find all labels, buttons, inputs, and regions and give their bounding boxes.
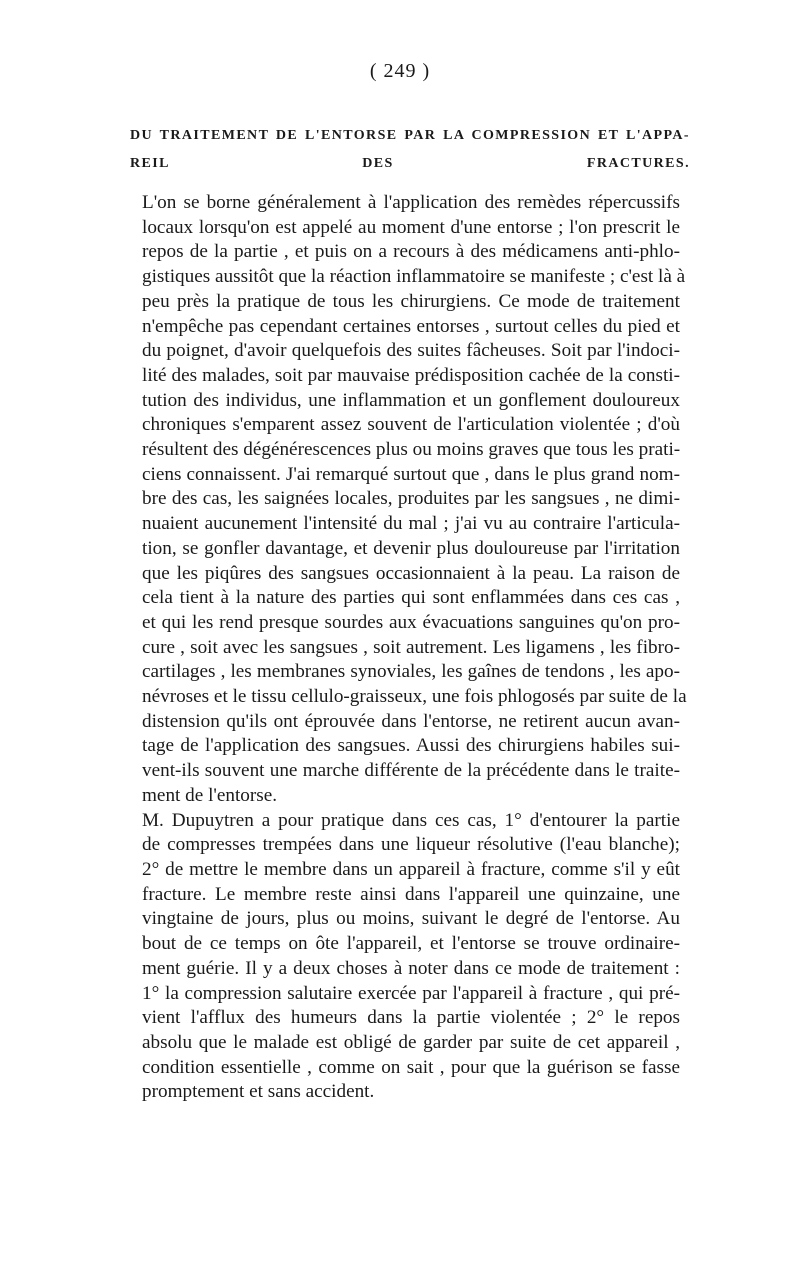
text-line: ment de l'entorse.: [142, 784, 278, 806]
text-line: promptement et sans accident.: [142, 1081, 375, 1103]
text-line: distension qu'ils ont éprouvée dans l'entorse, ne retirent aucun avan-: [142, 710, 680, 732]
text-line: tion, se gonfler davantage, et devenir plus douloureuse par l'irritation: [142, 537, 680, 559]
text-line: 1° la compression salutaire exercée par l'appareil à fracture , qui pré-: [142, 982, 680, 1004]
text-line: ment guérie. Il y a deux choses à noter dans ce mode de traitement :: [142, 957, 680, 979]
heading-line: REIL DES FRACTURES.: [130, 156, 690, 171]
text-line: absolu que le malade est obligé de garder par suite de cet appareil ,: [142, 1031, 680, 1053]
text-line: vent-ils souvent une marche différente de la précédente dans le traite-: [142, 760, 680, 782]
text-line: bout de ce temps on ôte l'appareil, et l'entorse se trouve ordinaire-: [142, 933, 680, 955]
text-line: névroses et le tissu cellulo-graisseux, une fois phlogosés par suite de la: [142, 686, 687, 708]
text-line: lité des malades, soit par mauvaise prédisposition cachée de la consti-: [142, 364, 680, 386]
text-line: cartilages , les membranes synoviales, les gaînes de tendons , les apo-: [142, 661, 680, 683]
text-line: et qui les rend presque sourdes aux évacuations sanguines qu'on pro-: [142, 611, 680, 633]
text-line: de compresses trempées dans une liqueur résolutive (l'eau blanche);: [142, 834, 680, 856]
text-line: chroniques s'emparent assez souvent de l'articulation violentée ; d'où: [142, 414, 680, 436]
paragraph-2: [142, 809, 680, 1105]
text-line: résultent des dégénérescences plus ou moins graves que tous les prati-: [142, 439, 681, 461]
text-line: du poignet, d'avoir quelquefois des suites fâcheuses. Soit par l'indoci-: [142, 340, 680, 362]
text-line: bre des cas, les saignées locales, produites par les sangsues , ne dimi-: [142, 488, 680, 510]
text-line: 2° de mettre le membre dans un appareil à fracture, comme s'il y eût: [142, 858, 680, 880]
paragraph-1: [142, 191, 687, 809]
text-line: n'empêche pas cependant certaines entorses , surtout celles du pied et: [142, 315, 680, 337]
text-line: vingtaine de jours, plus ou moins, suivant le degré de l'entorse. Au: [142, 908, 680, 930]
text-line: cela tient à la nature des parties qui sont enflammées dans ces cas ,: [142, 587, 680, 609]
text-line: repos de la partie , et puis on a recours à des médicamens anti-phlo-: [142, 241, 680, 263]
text-line: condition essentielle , comme on sait , pour que la guérison se fasse: [142, 1056, 680, 1078]
text-line: L'on se borne généralement à l'application des remèdes répercussifs: [142, 192, 680, 213]
text-line: locaux lorsqu'on est appelé au moment d'une entorse ; l'on prescrit le: [142, 216, 680, 238]
text-line: M. Dupuytren a pour pratique dans ces cas, 1° d'entourer la partie: [142, 809, 680, 831]
text-line: cure , soit avec les sangsues , soit autrement. Les ligamens , les fibro-: [142, 636, 680, 658]
text-line: que les piqûres des sangsues occasionnaient à la peau. La raison de: [142, 562, 680, 584]
text-line: nuaient aucunement l'intensité du mal ; j'ai vu au contraire l'articula-: [142, 513, 680, 535]
text-line: peu près la pratique de tous les chirurgiens. Ce mode de traitement: [142, 290, 680, 312]
section-heading: [130, 122, 690, 178]
text-line: fracture. Le membre reste ainsi dans l'appareil une quinzaine, une: [142, 883, 680, 905]
body-text: [142, 191, 687, 1105]
text-line: tage de l'application des sangsues. Aussi des chirurgiens habiles sui-: [142, 735, 680, 757]
text-line: ciens connaissent. J'ai remarqué surtout que , dans le plus grand nom-: [142, 463, 680, 485]
text-line: tution des individus, une inflammation et un gonflement douloureux: [142, 389, 680, 411]
heading-line: DU TRAITEMENT DE L'ENTORSE PAR LA COMPRESSION ET L'APPA-: [130, 128, 690, 143]
text-line: vient l'afflux des humeurs dans la partie violentée ; 2° le repos: [142, 1007, 680, 1029]
page-number: ( 249 ): [369, 60, 431, 82]
text-line: gistiques aussitôt que la réaction inflammatoire se manifeste ; c'est là à: [142, 266, 686, 288]
